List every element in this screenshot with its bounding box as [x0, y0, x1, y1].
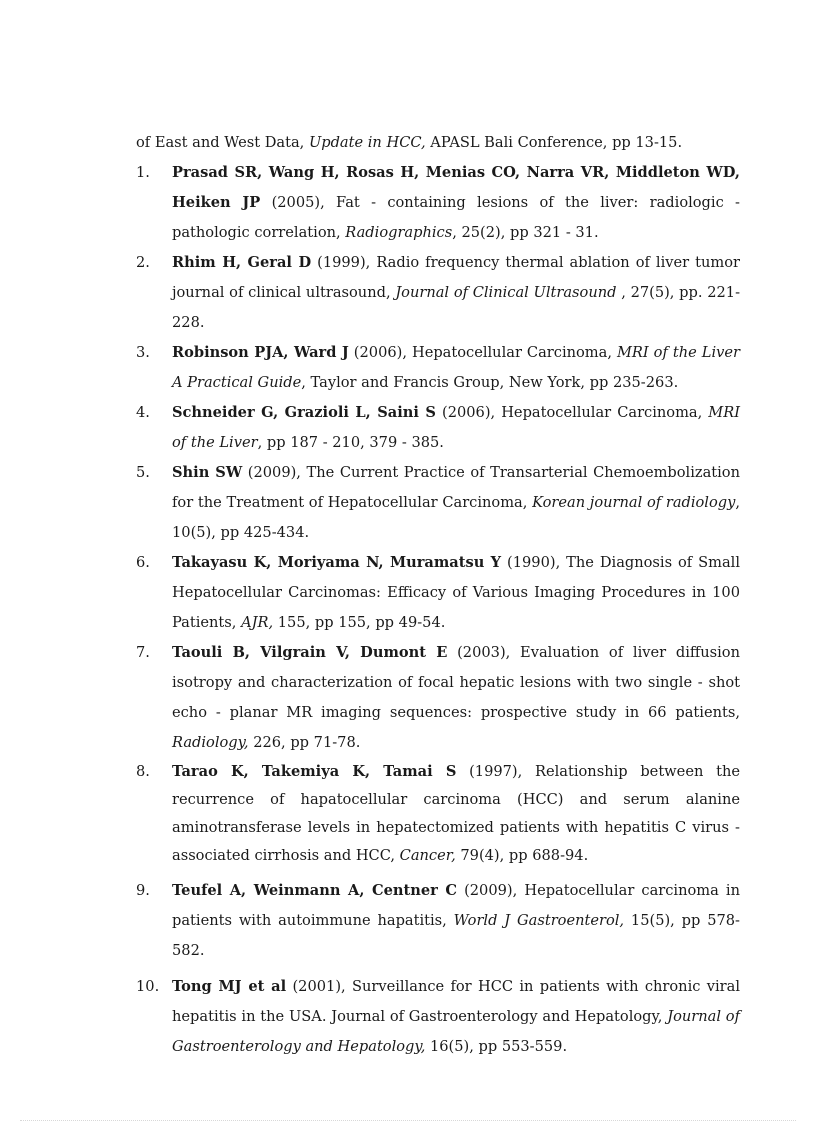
- reference-item-7: [136, 638, 740, 758]
- reference-title: (2009), The Current Practice of Transarterial Chemoembolization for the Treatment of Hepatocellular Carcinoma,: [172, 464, 740, 511]
- reference-authors: Shin SW: [172, 464, 243, 481]
- reference-details: , 25(2), pp 321 - 31.: [452, 224, 599, 241]
- reference-item-4: [136, 398, 740, 458]
- reference-details: , pp 187 - 210, 379 - 385.: [257, 434, 444, 451]
- reference-title: (1997), Relationship between the recurrence of hapatocellular carcinoma (HCC) and serum alanine aminotransferase levels in hepatectomized patients with hepatitis C virus - associated cirrhosis and HCC,: [172, 763, 740, 864]
- reference-details: 79(4), pp 688-94.: [455, 847, 589, 864]
- reference-source: Journal of Clinical Ultrasound: [395, 284, 617, 301]
- reference-number: 5.: [136, 464, 150, 481]
- continuation-text: of East and West Data,: [136, 134, 309, 151]
- reference-title: (2001), Surveillance for HCC in patients with chronic viral hepatitis in the USA. Journal of Gastroenterology and Hepatology,: [172, 978, 741, 1025]
- reference-source: World J Gastroenterol,: [453, 912, 625, 929]
- reference-details: , 27(5), pp. 221-228.: [172, 284, 740, 331]
- reference-list: [136, 128, 740, 1062]
- reference-number: 3.: [136, 344, 150, 361]
- reference-details: 16(5), pp 553-559.: [425, 1038, 568, 1055]
- reference-source: Journal of Gastroenterology and Hepatology,: [172, 1008, 740, 1055]
- reference-source: MRI of the Liver: [172, 404, 740, 451]
- reference-number: 10.: [136, 978, 160, 995]
- reference-number: 1.: [136, 164, 150, 181]
- reference-title: (2006), Hepatocellular Carcinoma,: [435, 404, 709, 421]
- reference-item-1: [136, 158, 740, 248]
- reference-item-2: [136, 248, 740, 338]
- reference-number: 7.: [136, 644, 150, 661]
- reference-title: (2003), Evaluation of liver diffusion isotropy and characterization of focal hepatic lesions with two single - shot echo - planar MR imaging sequences: prospective study in 66 patients,: [172, 644, 740, 721]
- reference-details: 15(5), pp 578-582.: [172, 912, 740, 959]
- reference-authors: Takayasu K, Moriyama N, Muramatsu Y: [172, 554, 502, 571]
- reference-authors: Tarao K, Takemiya K, Tamai S: [172, 763, 457, 780]
- reference-authors: Taouli B, Vilgrain V, Dumont E: [172, 644, 448, 661]
- reference-authors: Prasad SR, Wang H, Rosas H, Menias CO, Narra VR, Middleton WD, Heiken JP: [172, 164, 740, 211]
- reference-source: Radiology,: [172, 734, 249, 751]
- continuation-source: Update in HCC,: [308, 134, 426, 151]
- reference-number: 8.: [136, 763, 150, 780]
- reference-title: (2005), Fat - containing lesions of the liver: radiologic - pathologic correlation,: [172, 194, 740, 241]
- reference-number: 6.: [136, 554, 150, 571]
- reference-authors: Schneider G, Grazioli L, Saini S: [172, 404, 436, 421]
- reference-details: 226, pp 71-78.: [248, 734, 361, 751]
- reference-number: 9.: [136, 882, 150, 899]
- reference-item-10: [136, 972, 740, 1062]
- reference-number: 4.: [136, 404, 150, 421]
- reference-title: (2006), Hepatocellular Carcinoma,: [348, 344, 617, 361]
- continuation-tail: APASL Bali Conference, pp 13-15.: [425, 134, 683, 151]
- reference-source: Radiographics: [345, 224, 453, 241]
- reference-source: Cancer,: [399, 847, 456, 864]
- reference-title: (1990), The Diagnosis of Small Hepatocellular Carcinomas: Efficacy of Various Imaging Procedures in 100 Patients,: [172, 554, 740, 631]
- reference-authors: Rhim H, Geral D: [172, 254, 312, 271]
- reference-source: Korean journal of radiology: [532, 494, 736, 511]
- reference-source: MRI of the Liver A Practical Guide: [172, 344, 741, 391]
- reference-authors: Tong MJ et al: [172, 978, 287, 995]
- reference-details: , Taylor and Francis Group, New York, pp 235-263.: [301, 374, 679, 391]
- reference-details: , 10(5), pp 425-434.: [172, 494, 740, 541]
- reference-item-3: [136, 338, 740, 398]
- reference-authors: Teufel A, Weinmann A, Centner C: [172, 882, 457, 899]
- reference-details: 155, pp 155, pp 49-54.: [273, 614, 446, 631]
- reference-number: 2.: [136, 254, 150, 271]
- reference-source: AJR,: [241, 614, 274, 631]
- reference-item-5: [136, 458, 740, 548]
- reference-authors: Robinson PJA, Ward J: [172, 344, 349, 361]
- page-bottom-divider: [20, 1120, 796, 1121]
- reference-item-8: [136, 758, 740, 870]
- reference-title: (2009), Hepatocellular carcinoma in patients with autoimmune hapatitis,: [172, 882, 740, 929]
- reference-item-6: [136, 548, 740, 638]
- reference-item-9: [136, 876, 740, 966]
- reference-continuation: [136, 128, 740, 158]
- reference-title: (1999), Radio frequency thermal ablation of liver tumor journal of clinical ultrasound,: [172, 254, 740, 301]
